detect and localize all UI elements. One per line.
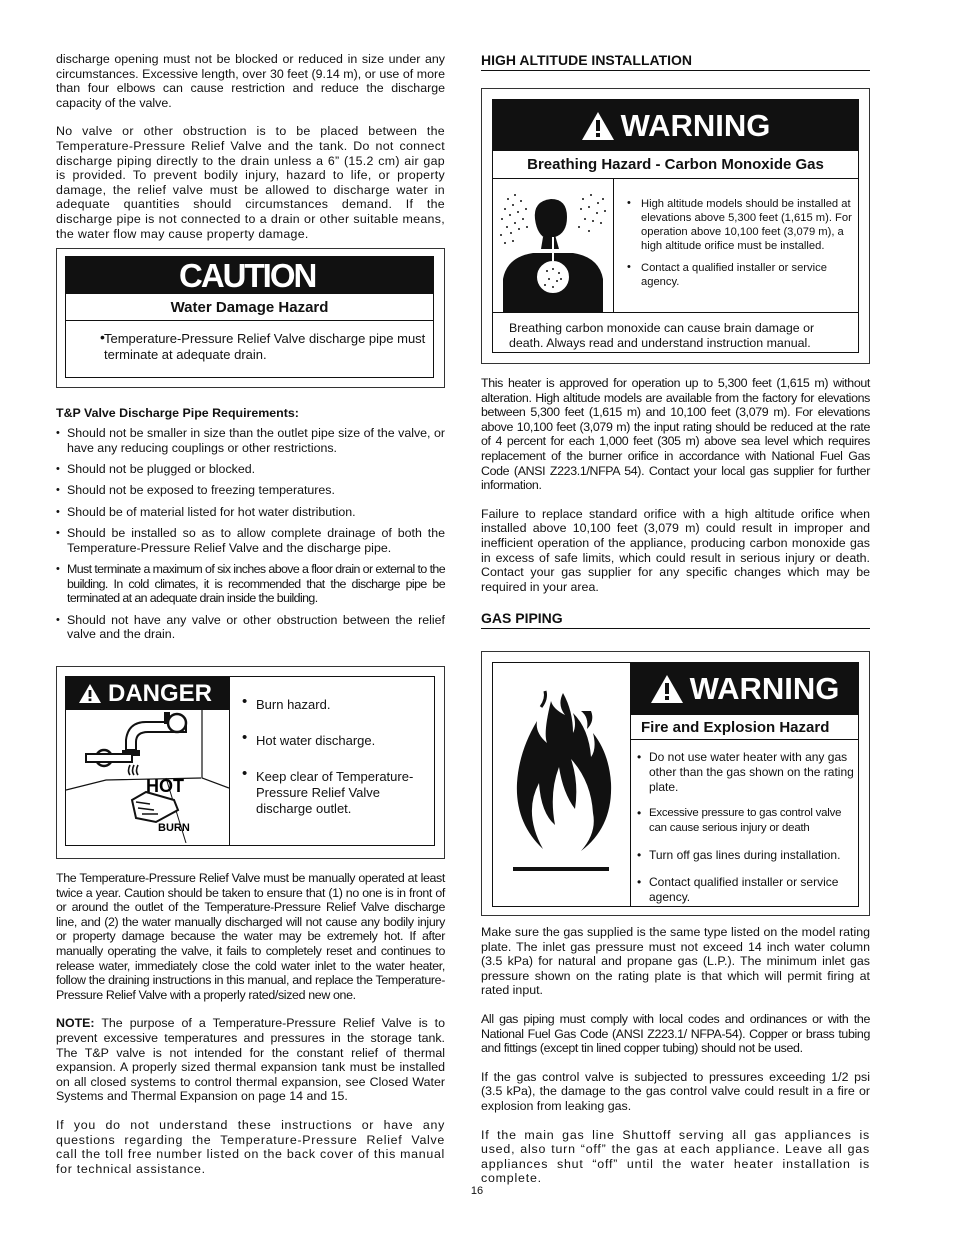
warning1-list	[623, 197, 856, 297]
warning-triangle-icon	[581, 111, 615, 141]
warning-title: WARNING	[620, 107, 771, 143]
paragraph-gas-supplied: Make sure the gas supplied is the same type listed on the model rating plate. The inlet gas pressure must not exceed 14 inch water column (3.5 kPa) for natural and propane gas (L.P.). The minimum inlet gas pressure shown on the rating plate is that which will permit firing at rated input.	[481, 925, 870, 998]
caution-hazard: Water Damage Hazard	[66, 294, 433, 321]
left-column	[56, 52, 445, 255]
carbon-monoxide-warning-box	[481, 88, 870, 364]
high-altitude-heading: HIGH ALTITUDE INSTALLATION	[481, 52, 870, 71]
list-item: • Should not be plugged or blocked.	[56, 462, 445, 477]
paragraph-approved-operation: This heater is approved for operation up to 5,300 feet (1,615 m) without alteration. High altitude models are available from the factory for elevations between 5,300 feet (1,615 m) and 10,100 feet (3,079 m). For elevations above 10,100 feet (3,079 m) the input rating should be reduced at the rate of 4 percent for each 1,000 feet (305 m) above sea level which requires replacement of the burner orifice in accordance with National Fuel Gas Code (ANSI Z223.1/NFPA 54). Contact your local gas supplier for further information.	[481, 376, 870, 493]
tp-heading: T&P Valve Discharge Pipe Requirements:	[56, 406, 299, 420]
burn-label: BURN	[158, 822, 190, 834]
warning-hazard: Fire and Explosion Hazard	[631, 715, 858, 740]
list-item: • Do not use water heater with any gas other than the gas shown on the rating plate.	[637, 750, 854, 794]
paragraph-manual-operation: The Temperature-Pressure Relief Valve must be manually operated at least twice a year. Caution should be taken to ensure that (1) no one is in front of or around the outlet of the Temperature-Pressure Relief Valve discharge line, and (2) the water manually discharged will not cause any bodily injury or property damage because the water may be extremely hot. If after manually operating the valve, it fails to completely reset and continues to release water, immediately close the cold water inlet to the water heater, follow the draining instructions in this manual, and replace the Temperature-Pressure Relief Valve with a properly rated/sized new one.	[56, 871, 445, 1002]
hot-label: HOT	[146, 776, 184, 796]
page-number: 16	[470, 1185, 484, 1197]
gas-piping-heading: GAS PIPING	[481, 610, 870, 629]
paragraph-no-valve: No valve or other obstruction is to be placed between the Temperature-Pressure Relief Valve and the tank. Do not connect discharge piping directly to the drain unless a 6” (15.2 cm) air gap is provided. To prevent bodily injury, hazard to life, or property damage, the relief valve must be allowed to discharge water in adequate quantities should circumstances demand. If the discharge pipe is not connected to a drain or other suitable means, the water flow may cause property damage.	[56, 124, 445, 241]
left-lower-text	[56, 871, 445, 1190]
list-item: • Contact a qualified installer or service agency.	[623, 261, 856, 289]
warning-hazard: Breathing Hazard - Carbon Monoxide Gas	[493, 151, 858, 179]
list-item: • Hot water discharge.	[241, 733, 426, 749]
paragraph-gas-codes: All gas piping must comply with local codes and ordinances or with the National Fuel Gas Code (ANSI Z223.1/ NFPA-54). Copper or brass tubing and fittings (except tin lined copper tubing) should not be used.	[481, 1011, 870, 1056]
paragraph-note	[56, 1016, 445, 1104]
list-item: • Should be of material listed for hot water distribution.	[56, 505, 445, 520]
fire-explosion-warning-box	[481, 651, 870, 916]
fire-icon	[493, 663, 630, 908]
list-item: • Keep clear of Temperature-Pressure Relief Valve discharge outlet.	[241, 769, 426, 817]
paragraph-failure-replace: Failure to replace standard orifice with a high altitude orifice when installed above 10,100 feet (3,079 m) could result in improper and inefficient operation of the appliance, producing carbon monoxide gas in excess of safe limits, which could result in serious injury or death. Contact your gas supplier for any specific changes which may be required in your area.	[481, 506, 870, 594]
caution-item: Temperature-Pressure Relief Valve discharge pipe must terminate at adequate drain.	[104, 331, 426, 362]
high-altitude-text	[481, 376, 870, 629]
paragraph-pressure: If the gas control valve is subjected to pressures exceeding 1/2 psi (3.5 kPa), the damage to the gas control valve could result in a fire or explosion from leaking gas.	[481, 1069, 870, 1113]
list-item: • Turn off gas lines during installation.	[637, 848, 854, 863]
gas-piping-text	[481, 925, 870, 1200]
note-label: NOTE:	[56, 1016, 95, 1031]
carbon-monoxide-person-icon	[493, 179, 613, 312]
danger-list	[241, 697, 426, 837]
danger-box	[56, 666, 445, 859]
high-altitude-section	[481, 52, 870, 71]
paragraph-discharge-opening: discharge opening must not be blocked or reduced in size under any circumstances. Excessive length, over 30 feet (9.14 m), or use of more than four elbows can cause restriction and reduce the discharge capacity of the valve.	[56, 52, 445, 110]
tp-list	[56, 426, 445, 642]
list-item: • Should not have any valve or other obstruction between the relief valve and the drain.	[56, 613, 445, 642]
warning2-list	[631, 740, 858, 904]
list-item: • Excessive pressure to gas control valve can cause serious injury or death	[637, 806, 854, 836]
list-item: • Should be installed so as to allow complete drainage of both the Temperature-Pressure Relief Valve and the discharge pipe.	[56, 526, 445, 555]
caution-box	[56, 248, 445, 388]
warning-triangle-icon	[650, 674, 684, 704]
tp-requirements	[56, 406, 445, 649]
warning-footer: Breathing carbon monoxide can cause brain damage or death. Always read and understand instruction manual.	[509, 321, 815, 350]
paragraph-shutoff: If the main gas line Shuttoff serving all gas appliances is used, also turn “off” the gas at each appliance. Leave all gas appliances shut “off” until the water heater installation is complete.	[481, 1127, 870, 1186]
list-item: • Must terminate a maximum of six inches above a floor drain or external to the building. In cold climates, it is recommended that the discharge pipe be terminated at an adequate drain inside the building.	[56, 562, 445, 606]
bullet-icon: •	[100, 329, 105, 345]
list-item: • Should not be smaller in size than the outlet pipe size of the valve, or have any reducing couplings or other restrictions.	[56, 426, 445, 455]
caution-title: CAUTION	[66, 257, 433, 294]
warning-title: WARNING	[689, 671, 840, 706]
list-item: • High altitude models should be installed at elevations above 5,300 feet (1,615 m). For operation above 10,100 feet (3,079 m), a high altitude orifice must be installed.	[623, 197, 856, 253]
danger-title: DANGER	[108, 680, 213, 707]
list-item: • Contact qualified installer or service agency.	[637, 875, 854, 905]
list-item: • Should not be exposed to freezing temperatures.	[56, 483, 445, 498]
warning-triangle-icon	[78, 683, 102, 704]
paragraph-questions: If you do not understand these instructions or have any questions regarding the Temperature-Pressure Relief Valve call the toll free number listed on the back cover of this manual for technical assistance.	[56, 1117, 445, 1176]
list-item: • Burn hazard.	[241, 697, 426, 713]
hot-water-burn-icon	[66, 710, 229, 843]
note-text: The purpose of a Temperature-Pressure Relief Valve is to prevent excessive temperatures and pressures in the storage tank. The T&P valve is not intended for the constant relief of thermal expansion. A properly sized thermal expansion tank must be installed on all closed systems to control thermal expansion, see Closed Water Systems and Thermal Expansion on page 14 and 15.	[56, 1016, 445, 1104]
